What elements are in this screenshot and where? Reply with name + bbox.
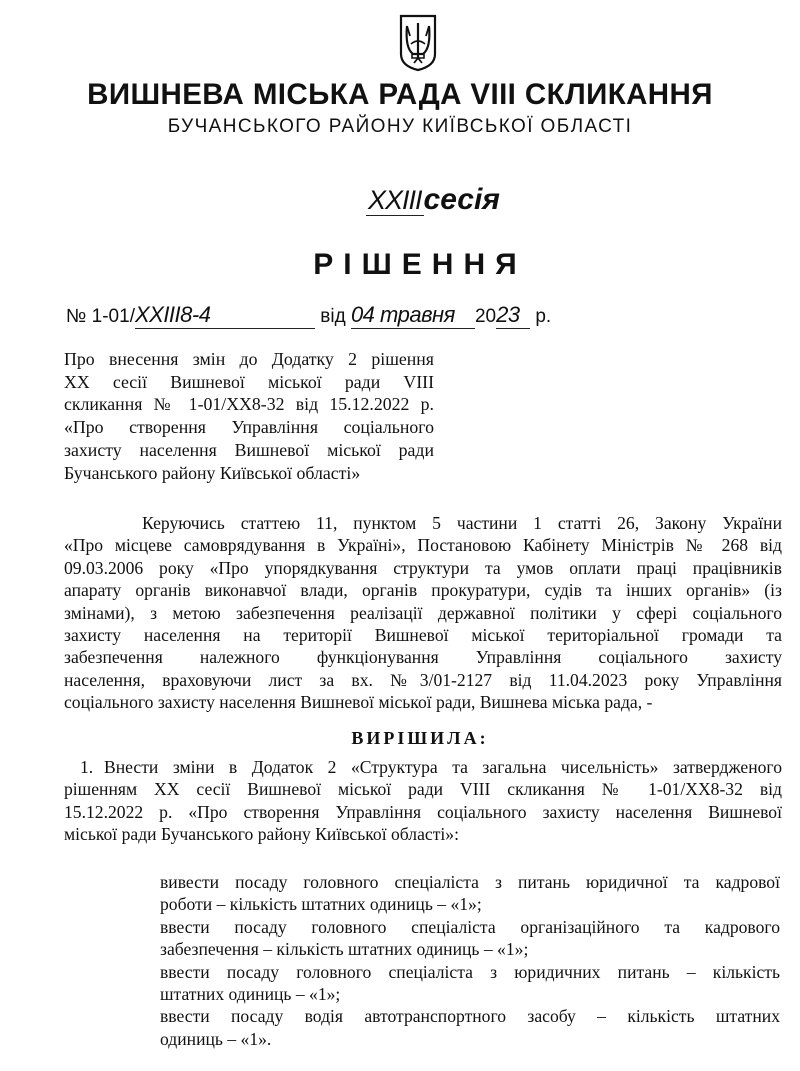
list-item	[160, 916, 780, 961]
decision-item-1	[64, 756, 782, 846]
trident-coat-of-arms-icon	[398, 14, 438, 72]
list-item-line: ввести посаду головного спеціаліста з юридичних питань – кількість	[160, 961, 780, 982]
list-item	[160, 961, 780, 1006]
session-number: XXIII	[368, 185, 422, 215]
session-label: сесія	[423, 183, 500, 216]
document-type: РІШЕННЯ	[313, 248, 527, 281]
list-item-line: роботи – кількість штатних одиниць – «1»;	[160, 894, 482, 915]
item-line: міської ради Бучанського району Київської області»:	[64, 824, 459, 845]
list-item-line: ввести посаду головного спеціаліста організаційного та кадрового	[160, 916, 780, 937]
preamble-line: забезпечення належного функціонування Управління соціального захисту	[64, 647, 782, 668]
subject-line: XX сесії Вишневої міської ради VIII	[64, 371, 434, 392]
council-subtitle: БУЧАНСЬКОГО РАЙОНУ КИЇВСЬКОЇ ОБЛАСТІ	[167, 116, 633, 137]
list-item	[160, 1005, 780, 1050]
position-changes-list	[160, 871, 780, 1050]
preamble-line: захисту населення на території Вишневої міської територіальної громади та	[64, 625, 782, 646]
list-item-line: ввести посаду водія автотранспортного засобу – кількість штатних	[160, 1006, 780, 1027]
item-line: 15.12.2022 р. «Про створення Управління соціального захисту населення Вишневої	[64, 801, 782, 822]
preamble-line: Керуючись статтею 11, пунктом 5 частини 1 статті 26, Закону України	[142, 513, 782, 533]
preamble-line: змінами), з метою забезпечення реалізації державної політики у сфері соціального	[64, 602, 782, 623]
year-prefix: 20	[474, 306, 497, 327]
item-number: 1.	[80, 757, 94, 777]
preamble-line: 09.03.2006 року «Про упорядкування структури та умов оплати праці працівників	[64, 557, 782, 578]
subject-line: Про внесення змін до Додатку 2 рішення	[64, 349, 434, 369]
list-item-line: одиниць – «1».	[160, 1028, 272, 1049]
year-suffix: р.	[535, 306, 552, 327]
decision-subject	[64, 348, 434, 484]
list-item-line: забезпечення – кількість штатних одиниць – «1»;	[160, 939, 529, 960]
council-title: ВИШНЕВА МІСЬКА РАДА VIII СКЛИКАННЯ	[87, 78, 713, 111]
subject-line: Бучанського району Київської області»	[64, 462, 361, 483]
preamble-line: соціального захисту населення Вишневої міської ради, Вишнева міська рада, -	[64, 692, 653, 713]
decision-date: 04 травня	[351, 302, 475, 329]
item-first-line	[64, 756, 782, 778]
item-line: рішенням XX сесії Вишневої міської ради VIII скликання № 1-01/XX8-32 від	[64, 779, 782, 800]
preamble-line: апарату органів виконавчої влади, органів прокуратури, судів та інших органів» (із	[64, 580, 782, 601]
list-item-line: вивести посаду головного спеціаліста з питань юридичної та кадрової	[160, 872, 780, 892]
subject-line: «Про створення Управління соціального	[64, 417, 434, 438]
list-item	[160, 871, 780, 916]
number-prefix: № 1-01/	[66, 306, 135, 327]
subject-line: скликання № 1-01/XX8-32 від 15.12.2022 р.	[64, 394, 434, 415]
preamble-line: «Про місцеве самоврядування в Україні», Постановою Кабінету Міністрів № 268 від	[64, 535, 782, 556]
decision-number: XXIII8-4	[135, 302, 315, 329]
item-line: Внести зміни в Додаток 2 «Структура та загальна чисельність» затвердженого	[104, 757, 782, 777]
date-prefix: від	[320, 306, 346, 327]
preamble-line: населення, враховуючи лист за вх. №3/01-2127 від 11.04.2023 року Управління	[64, 669, 782, 690]
decision-year: 23	[496, 302, 530, 329]
decided-heading: ВИРІШИЛА:	[351, 728, 489, 748]
subject-line: захисту населення Вишневої міської ради	[64, 439, 434, 460]
preamble	[64, 512, 782, 714]
session-heading	[366, 183, 500, 217]
decision-number-line	[66, 302, 551, 329]
list-item-line: штатних одиниць – «1»;	[160, 984, 341, 1005]
